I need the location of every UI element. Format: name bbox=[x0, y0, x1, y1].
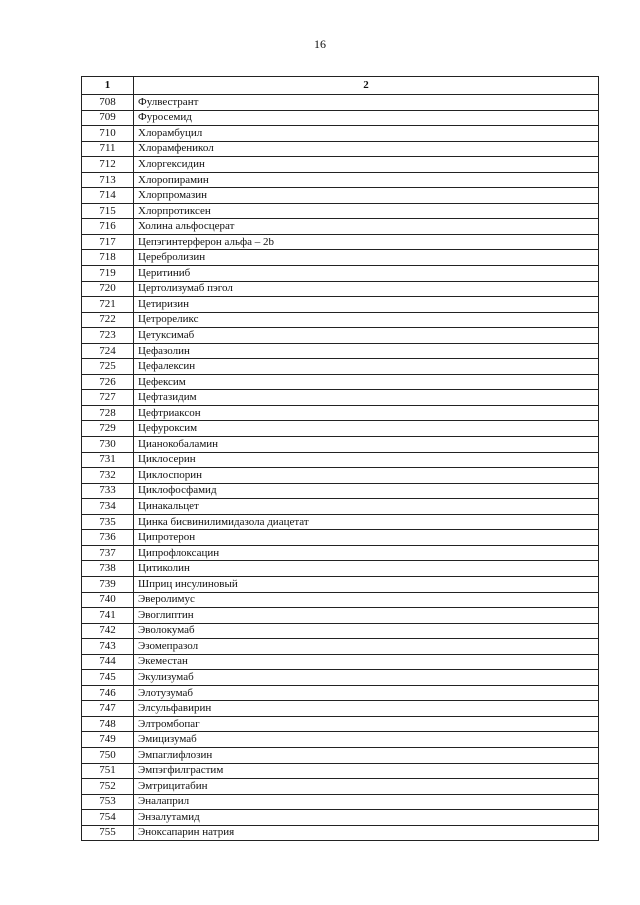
drug-name: Цепэгинтерферон альфа – 2b bbox=[134, 234, 599, 250]
page-number: 16 bbox=[314, 37, 326, 51]
row-number: 720 bbox=[82, 281, 134, 297]
row-number: 727 bbox=[82, 390, 134, 406]
table-row bbox=[82, 670, 599, 686]
row-number: 740 bbox=[82, 592, 134, 608]
table-row bbox=[82, 701, 599, 717]
drug-table bbox=[81, 76, 599, 841]
table-row bbox=[82, 359, 599, 375]
row-number: 750 bbox=[82, 747, 134, 763]
row-number: 735 bbox=[82, 514, 134, 530]
table-row bbox=[82, 157, 599, 173]
table-row bbox=[82, 561, 599, 577]
table-row bbox=[82, 328, 599, 344]
row-number: 739 bbox=[82, 576, 134, 592]
row-number: 710 bbox=[82, 126, 134, 142]
row-number: 711 bbox=[82, 141, 134, 157]
table-row bbox=[82, 483, 599, 499]
drug-name: Эноксапарин натрия bbox=[134, 825, 599, 841]
drug-name: Цитиколин bbox=[134, 561, 599, 577]
table-row bbox=[82, 747, 599, 763]
row-number: 737 bbox=[82, 545, 134, 561]
row-number: 747 bbox=[82, 701, 134, 717]
table-row bbox=[82, 452, 599, 468]
table-row bbox=[82, 514, 599, 530]
drug-name: Хлоргексидин bbox=[134, 157, 599, 173]
drug-name: Хлорпротиксен bbox=[134, 203, 599, 219]
drug-name: Экулизумаб bbox=[134, 670, 599, 686]
drug-name: Эзомепразол bbox=[134, 639, 599, 655]
row-number: 729 bbox=[82, 421, 134, 437]
drug-name: Эналаприл bbox=[134, 794, 599, 810]
table-row bbox=[82, 203, 599, 219]
drug-name: Цертолизумаб пэгол bbox=[134, 281, 599, 297]
drug-name: Циклоспорин bbox=[134, 468, 599, 484]
row-number: 748 bbox=[82, 716, 134, 732]
drug-name: Энзалутамид bbox=[134, 810, 599, 826]
row-number: 722 bbox=[82, 312, 134, 328]
row-number: 752 bbox=[82, 779, 134, 795]
row-number: 709 bbox=[82, 110, 134, 126]
table-row bbox=[82, 141, 599, 157]
row-number: 736 bbox=[82, 530, 134, 546]
drug-name: Фуросемид bbox=[134, 110, 599, 126]
table-row bbox=[82, 126, 599, 142]
table-row bbox=[82, 172, 599, 188]
table-row bbox=[82, 608, 599, 624]
row-number: 725 bbox=[82, 359, 134, 375]
table-row bbox=[82, 188, 599, 204]
row-number: 754 bbox=[82, 810, 134, 826]
row-number: 719 bbox=[82, 266, 134, 282]
drug-name: Цетрореликс bbox=[134, 312, 599, 328]
row-number: 721 bbox=[82, 297, 134, 313]
table-row bbox=[82, 405, 599, 421]
table-row bbox=[82, 810, 599, 826]
table-row bbox=[82, 639, 599, 655]
table-row bbox=[82, 110, 599, 126]
drug-name: Эверолимус bbox=[134, 592, 599, 608]
row-number: 744 bbox=[82, 654, 134, 670]
table-row bbox=[82, 576, 599, 592]
table-row bbox=[82, 343, 599, 359]
row-number: 726 bbox=[82, 374, 134, 390]
row-number: 717 bbox=[82, 234, 134, 250]
row-number: 708 bbox=[82, 95, 134, 111]
drug-name: Цефтазидим bbox=[134, 390, 599, 406]
drug-name: Цинакальцет bbox=[134, 499, 599, 515]
drug-name: Ципрофлоксацин bbox=[134, 545, 599, 561]
table-header-row bbox=[82, 77, 599, 95]
drug-name: Хлорпромазин bbox=[134, 188, 599, 204]
row-number: 728 bbox=[82, 405, 134, 421]
table-row bbox=[82, 545, 599, 561]
drug-name: Церитиниб bbox=[134, 266, 599, 282]
drug-name: Хлорамфеникол bbox=[134, 141, 599, 157]
drug-name: Церебролизин bbox=[134, 250, 599, 266]
table-row bbox=[82, 95, 599, 111]
row-number: 753 bbox=[82, 794, 134, 810]
table-row bbox=[82, 716, 599, 732]
table-row bbox=[82, 266, 599, 282]
drug-name: Цефексим bbox=[134, 374, 599, 390]
table-row bbox=[82, 779, 599, 795]
table-row bbox=[82, 281, 599, 297]
drug-name: Циклофосфамид bbox=[134, 483, 599, 499]
drug-name: Цефалексин bbox=[134, 359, 599, 375]
row-number: 715 bbox=[82, 203, 134, 219]
drug-name: Эмпэгфилграстим bbox=[134, 763, 599, 779]
table-row bbox=[82, 825, 599, 841]
drug-name: Цетиризин bbox=[134, 297, 599, 313]
row-number: 734 bbox=[82, 499, 134, 515]
table-row bbox=[82, 297, 599, 313]
row-number: 755 bbox=[82, 825, 134, 841]
row-number: 718 bbox=[82, 250, 134, 266]
drug-name: Фулвестрант bbox=[134, 95, 599, 111]
table-body bbox=[82, 95, 599, 841]
drug-name: Цефтриаксон bbox=[134, 405, 599, 421]
row-number: 714 bbox=[82, 188, 134, 204]
row-number: 751 bbox=[82, 763, 134, 779]
column-header-number: 1 bbox=[82, 77, 134, 95]
drug-name: Эмицизумаб bbox=[134, 732, 599, 748]
row-number: 724 bbox=[82, 343, 134, 359]
table-row bbox=[82, 685, 599, 701]
table-row bbox=[82, 654, 599, 670]
drug-name: Элсульфавирин bbox=[134, 701, 599, 717]
row-number: 746 bbox=[82, 685, 134, 701]
row-number: 738 bbox=[82, 561, 134, 577]
drug-name: Цефазолин bbox=[134, 343, 599, 359]
row-number: 742 bbox=[82, 623, 134, 639]
row-number: 741 bbox=[82, 608, 134, 624]
table-row bbox=[82, 530, 599, 546]
table-row bbox=[82, 421, 599, 437]
row-number: 745 bbox=[82, 670, 134, 686]
row-number: 731 bbox=[82, 452, 134, 468]
drug-name: Циклосерин bbox=[134, 452, 599, 468]
drug-name: Экеместан bbox=[134, 654, 599, 670]
drug-name: Холина альфосцерат bbox=[134, 219, 599, 235]
drug-name: Эвоглиптин bbox=[134, 608, 599, 624]
drug-name: Цефуроксим bbox=[134, 421, 599, 437]
table-row bbox=[82, 250, 599, 266]
row-number: 733 bbox=[82, 483, 134, 499]
drug-name: Хлорамбуцил bbox=[134, 126, 599, 142]
drug-name: Ципротерон bbox=[134, 530, 599, 546]
drug-name: Эмпаглифлозин bbox=[134, 747, 599, 763]
table-row bbox=[82, 390, 599, 406]
row-number: 712 bbox=[82, 157, 134, 173]
table-row bbox=[82, 794, 599, 810]
table-row bbox=[82, 623, 599, 639]
table-row bbox=[82, 312, 599, 328]
drug-name: Эволокумаб bbox=[134, 623, 599, 639]
table-row bbox=[82, 437, 599, 453]
drug-name: Цианокобаламин bbox=[134, 437, 599, 453]
drug-name: Эмтрицитабин bbox=[134, 779, 599, 795]
drug-name: Хлоропирамин bbox=[134, 172, 599, 188]
row-number: 730 bbox=[82, 437, 134, 453]
table-row bbox=[82, 374, 599, 390]
table-row bbox=[82, 763, 599, 779]
row-number: 723 bbox=[82, 328, 134, 344]
table-row bbox=[82, 732, 599, 748]
drug-name: Элотузумаб bbox=[134, 685, 599, 701]
drug-name: Цетуксимаб bbox=[134, 328, 599, 344]
table-row bbox=[82, 219, 599, 235]
column-header-name: 2 bbox=[134, 77, 599, 95]
drug-name: Шприц инсулиновый bbox=[134, 576, 599, 592]
table-row bbox=[82, 234, 599, 250]
row-number: 749 bbox=[82, 732, 134, 748]
row-number: 713 bbox=[82, 172, 134, 188]
table-row bbox=[82, 499, 599, 515]
table-row bbox=[82, 468, 599, 484]
row-number: 716 bbox=[82, 219, 134, 235]
table-row bbox=[82, 592, 599, 608]
drug-name: Элтромбопаг bbox=[134, 716, 599, 732]
drug-name: Цинка бисвинилимидазола диацетат bbox=[134, 514, 599, 530]
row-number: 743 bbox=[82, 639, 134, 655]
row-number: 732 bbox=[82, 468, 134, 484]
